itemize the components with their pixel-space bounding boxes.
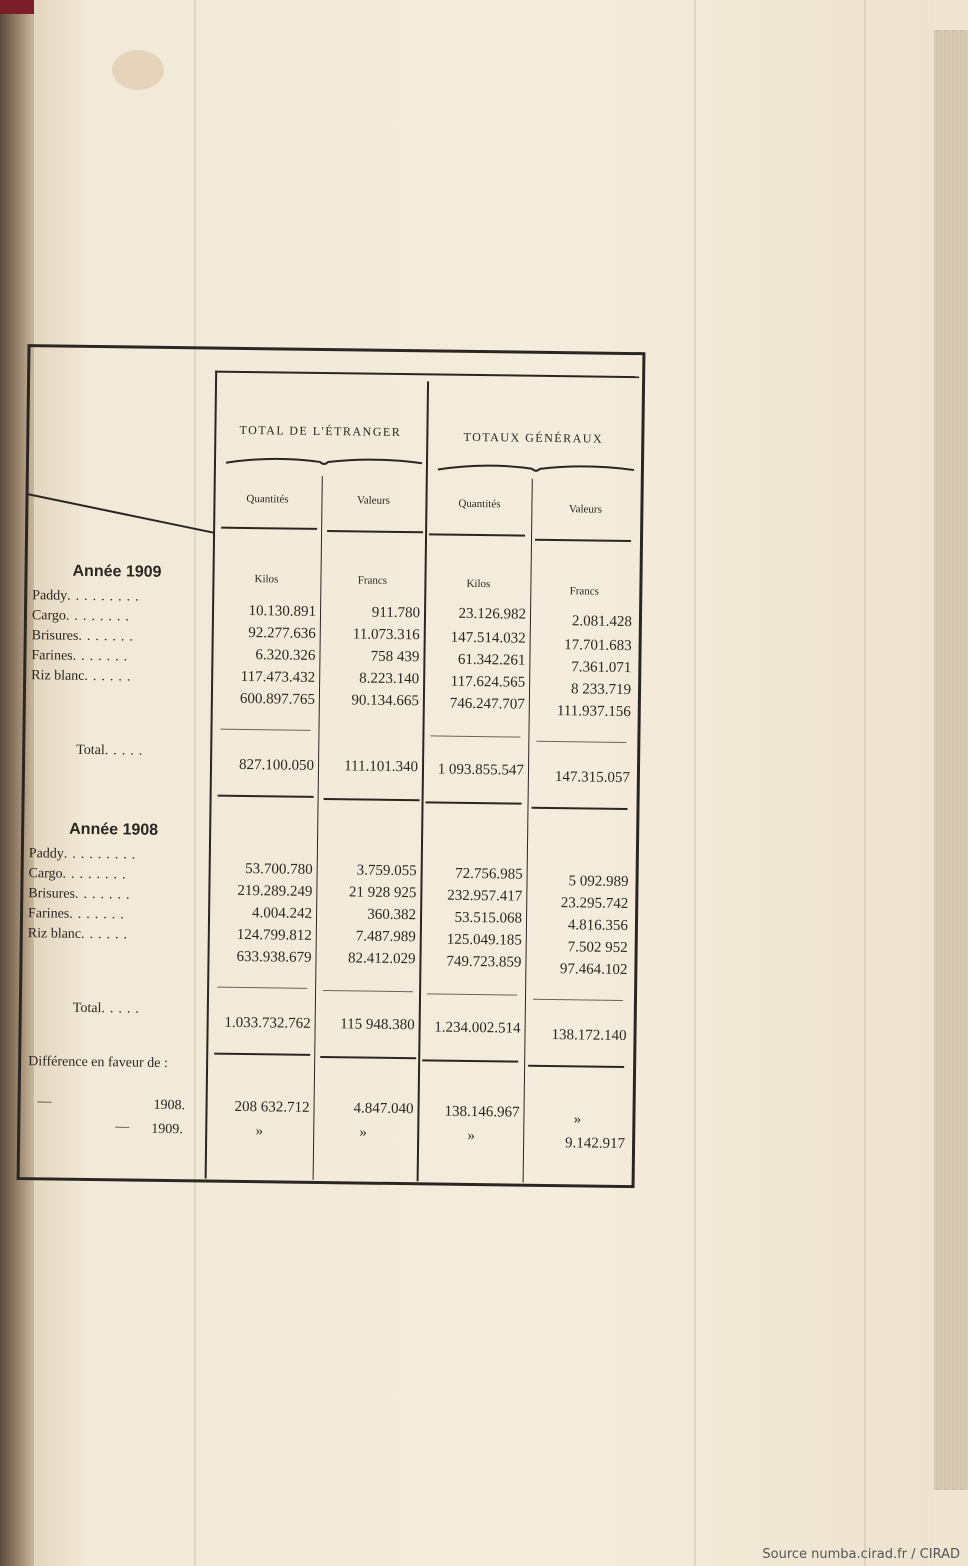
cell: 3.759.055 bbox=[356, 862, 417, 880]
difference-cell: » bbox=[573, 1111, 582, 1128]
total-cell: 147.315.057 bbox=[554, 769, 630, 787]
stub-diagonal bbox=[25, 492, 216, 536]
total-label: Total..... bbox=[72, 1000, 145, 1017]
cell: 97.464.102 bbox=[559, 961, 628, 979]
cell: 53.515.068 bbox=[454, 909, 523, 927]
header-total-etranger: TOTAL DE L'ÉTRANGER bbox=[239, 422, 402, 440]
cell: 8 233.719 bbox=[570, 681, 632, 699]
difference-cell: 9.142.917 bbox=[565, 1135, 626, 1152]
difference-cell: 4.847.040 bbox=[353, 1100, 414, 1118]
cell: 10.130.891 bbox=[248, 603, 317, 620]
difference-dash: — bbox=[115, 1119, 130, 1135]
cell: 90.134.665 bbox=[351, 692, 419, 710]
brace-decoration bbox=[436, 457, 636, 478]
cell: 53.700.780 bbox=[245, 861, 313, 878]
total-cell: 138.172.140 bbox=[551, 1027, 627, 1045]
cell: 117.624.565 bbox=[450, 673, 526, 691]
total-cell: 111.101.340 bbox=[344, 758, 419, 776]
cell: 124.799.812 bbox=[236, 926, 312, 944]
cell: 911.780 bbox=[371, 604, 421, 622]
difference-dash: — bbox=[37, 1094, 52, 1110]
page-fold bbox=[864, 0, 866, 1566]
cell: 8.223.140 bbox=[359, 670, 420, 688]
page-stain bbox=[112, 50, 164, 90]
cell: 7.361.071 bbox=[571, 659, 632, 677]
total-cell: 1 093.855.547 bbox=[437, 761, 525, 779]
year-heading-1908: Année 1908 bbox=[69, 820, 159, 839]
cell: 72.756.985 bbox=[455, 865, 523, 883]
source-credit: Source numba.cirad.fr / CIRAD bbox=[762, 1547, 960, 1562]
cell: 92.277.636 bbox=[248, 625, 316, 642]
row-label: Cargo........ bbox=[28, 866, 131, 883]
total-label: Total..... bbox=[76, 742, 148, 759]
cell: 117.473.432 bbox=[240, 668, 316, 686]
row-label: Paddy......... bbox=[28, 846, 141, 863]
statistics-table bbox=[17, 344, 644, 1192]
difference-cell: » bbox=[467, 1127, 476, 1145]
cell: 82.412.029 bbox=[347, 950, 416, 968]
cell: 23.295.742 bbox=[560, 895, 629, 913]
cell: 600.897.765 bbox=[239, 690, 315, 708]
cell: 147.514.032 bbox=[450, 629, 526, 647]
unit-kilos: Kilos bbox=[254, 573, 279, 586]
cell: 6.320.326 bbox=[255, 647, 316, 664]
difference-year-1909: 1909. bbox=[151, 1121, 183, 1138]
row-label: Brisures....... bbox=[31, 628, 138, 645]
page-fold bbox=[694, 0, 696, 1566]
year-heading-1909: Année 1909 bbox=[72, 562, 162, 581]
cell: 61.342.261 bbox=[457, 651, 526, 669]
difference-cell: 138.146.967 bbox=[444, 1103, 520, 1121]
total-cell: 115 948.380 bbox=[340, 1016, 415, 1034]
difference-label: Différence en faveur de : bbox=[28, 1054, 168, 1072]
cell: 21 928 925 bbox=[348, 884, 417, 902]
row-label: Farines....... bbox=[31, 648, 133, 665]
cell: 2.081.428 bbox=[571, 613, 633, 631]
subheader-quantites: Quantités bbox=[458, 497, 501, 511]
cell: 4.816.356 bbox=[567, 917, 629, 935]
cell: 7.487.989 bbox=[355, 928, 416, 946]
cell: 758 439 bbox=[370, 648, 420, 666]
cell: 749.723.859 bbox=[446, 953, 522, 971]
row-label: Brisures....... bbox=[28, 886, 135, 903]
cell: 360.382 bbox=[367, 906, 417, 924]
difference-year-1908: 1908. bbox=[153, 1097, 186, 1114]
cell: 746.247.707 bbox=[449, 695, 525, 713]
total-cell: 1.234.002.514 bbox=[434, 1019, 521, 1037]
row-label: Farines....... bbox=[27, 906, 129, 923]
cell: 7.502 952 bbox=[567, 939, 628, 957]
cell: 232.957.417 bbox=[447, 887, 523, 905]
subheader-valeurs: Valeurs bbox=[356, 494, 391, 507]
cell: 5 092.989 bbox=[568, 873, 629, 891]
unit-francs: Francs bbox=[569, 585, 600, 598]
header-totaux-generaux: TOTAUX GÉNÉRAUX bbox=[463, 429, 604, 446]
page-edges bbox=[934, 30, 968, 1490]
subheader-quantites: Quantités bbox=[246, 492, 289, 506]
row-label: Riz blanc...... bbox=[27, 926, 133, 943]
cell: 23.126.982 bbox=[458, 605, 527, 623]
cell: 4.004.242 bbox=[251, 905, 313, 922]
row-label: Paddy......... bbox=[32, 588, 144, 605]
total-cell: 1.033.732.762 bbox=[224, 1014, 311, 1032]
cell: 633.938.679 bbox=[236, 948, 312, 966]
brace-decoration bbox=[224, 451, 424, 472]
cell: 111.937.156 bbox=[556, 703, 631, 721]
difference-cell: » bbox=[255, 1123, 264, 1140]
cell: 11.073.316 bbox=[352, 626, 420, 644]
total-cell: 827.100.050 bbox=[238, 756, 315, 774]
row-label: Cargo........ bbox=[31, 608, 135, 625]
difference-cell: » bbox=[359, 1124, 368, 1141]
row-label: Riz blanc...... bbox=[31, 668, 136, 685]
subheader-valeurs: Valeurs bbox=[568, 503, 602, 516]
unit-francs: Francs bbox=[357, 574, 388, 587]
cell: 125.049.185 bbox=[446, 931, 522, 949]
cell: 219.289.249 bbox=[237, 882, 313, 900]
cell: 17.701.683 bbox=[564, 637, 632, 655]
unit-kilos: Kilos bbox=[466, 577, 491, 591]
difference-cell: 208 632.712 bbox=[234, 1098, 310, 1116]
